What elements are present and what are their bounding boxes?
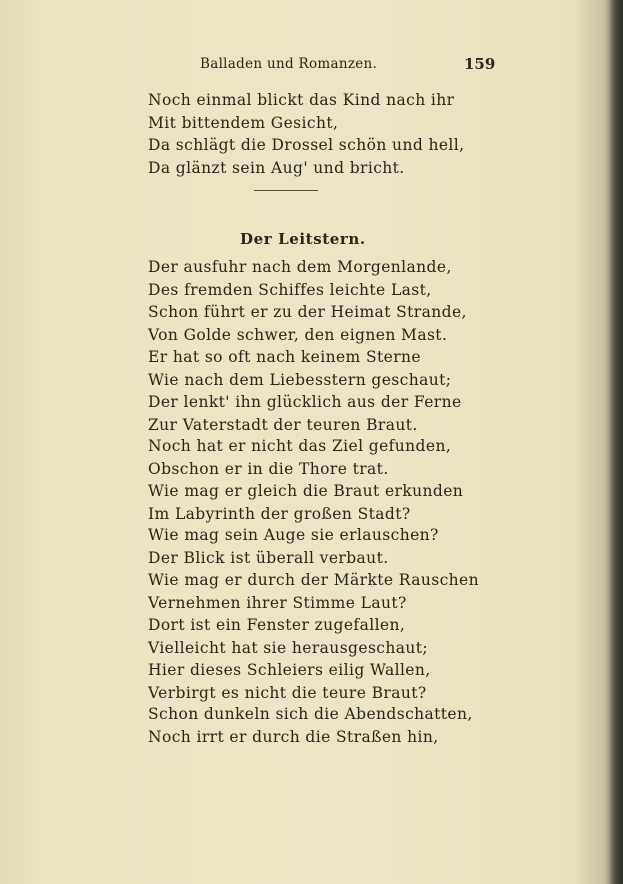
verse-line: Vielleicht hat sie herausgeschaut; (148, 638, 429, 657)
verse-line: Von Golde schwer, den eignen Mast. (148, 325, 448, 344)
verse-line: Wie mag sein Auge sie erlauschen? (148, 526, 439, 544)
verse-line: Verbirgt es nicht die teure Braut? (148, 683, 427, 702)
page-number: 159 (464, 55, 496, 73)
poem-stanza-5 (148, 614, 431, 704)
verse-line: Schon dunkeln sich die Abendschatten, (148, 705, 473, 723)
verse-line: Wie mag er gleich die Braut erkunden (148, 482, 464, 500)
verse-line: Vernehmen ihrer Stimme Laut? (148, 593, 407, 612)
verse-line: Schon führt er zu der Heimat Strande, (148, 303, 467, 321)
verse-line: Da glänzt sein Aug' und bricht. (148, 158, 405, 177)
verse-line: Noch einmal blickt das Kind nach ihr (148, 91, 455, 109)
verse-line: Der ausfuhr nach dem Morgenlande, (148, 258, 452, 276)
running-title: Balladen und Romanzen. (200, 56, 378, 72)
poem-stanza-3 (148, 435, 463, 525)
poem-stanza-4 (148, 524, 479, 614)
verse-line: Dort ist ein Fenster zugefallen, (148, 616, 406, 634)
verse-line: Er hat so oft nach keinem Sterne (148, 348, 421, 366)
verse-line: Im Labyrinth der großen Stadt? (148, 504, 411, 523)
poem-title: Der Leitstern. (240, 230, 366, 248)
poem-stanza-6 (148, 703, 473, 748)
poem-stanza-1 (148, 256, 467, 346)
poem-stanza-2 (148, 346, 462, 436)
verse-line: Wie mag er durch der Märkte Rauschen (148, 571, 480, 589)
verse-line: Wie nach dem Liebesstern geschaut; (148, 370, 452, 389)
verse-line: Zur Vaterstadt der teuren Braut. (148, 415, 418, 434)
previous-poem-stanza (148, 89, 464, 179)
section-divider (254, 190, 318, 191)
verse-line: Hier dieses Schleiers eilig Wallen, (148, 661, 431, 679)
verse-line: Obschon er in die Thore trat. (148, 459, 389, 478)
verse-line: Der lenkt' ihn glücklich aus der Ferne (148, 393, 462, 411)
verse-line: Der Blick ist überall verbaut. (148, 548, 389, 567)
verse-line: Mit bittendem Gesicht, (148, 113, 339, 132)
page-edge-shadow (609, 0, 623, 884)
verse-line: Da schlägt die Drossel schön und hell, (148, 136, 465, 154)
verse-line: Noch irrt er durch die Straßen hin, (148, 727, 439, 746)
verse-line: Des fremden Schiffes leichte Last, (148, 280, 432, 299)
verse-line: Noch hat er nicht das Ziel gefunden, (148, 437, 452, 455)
